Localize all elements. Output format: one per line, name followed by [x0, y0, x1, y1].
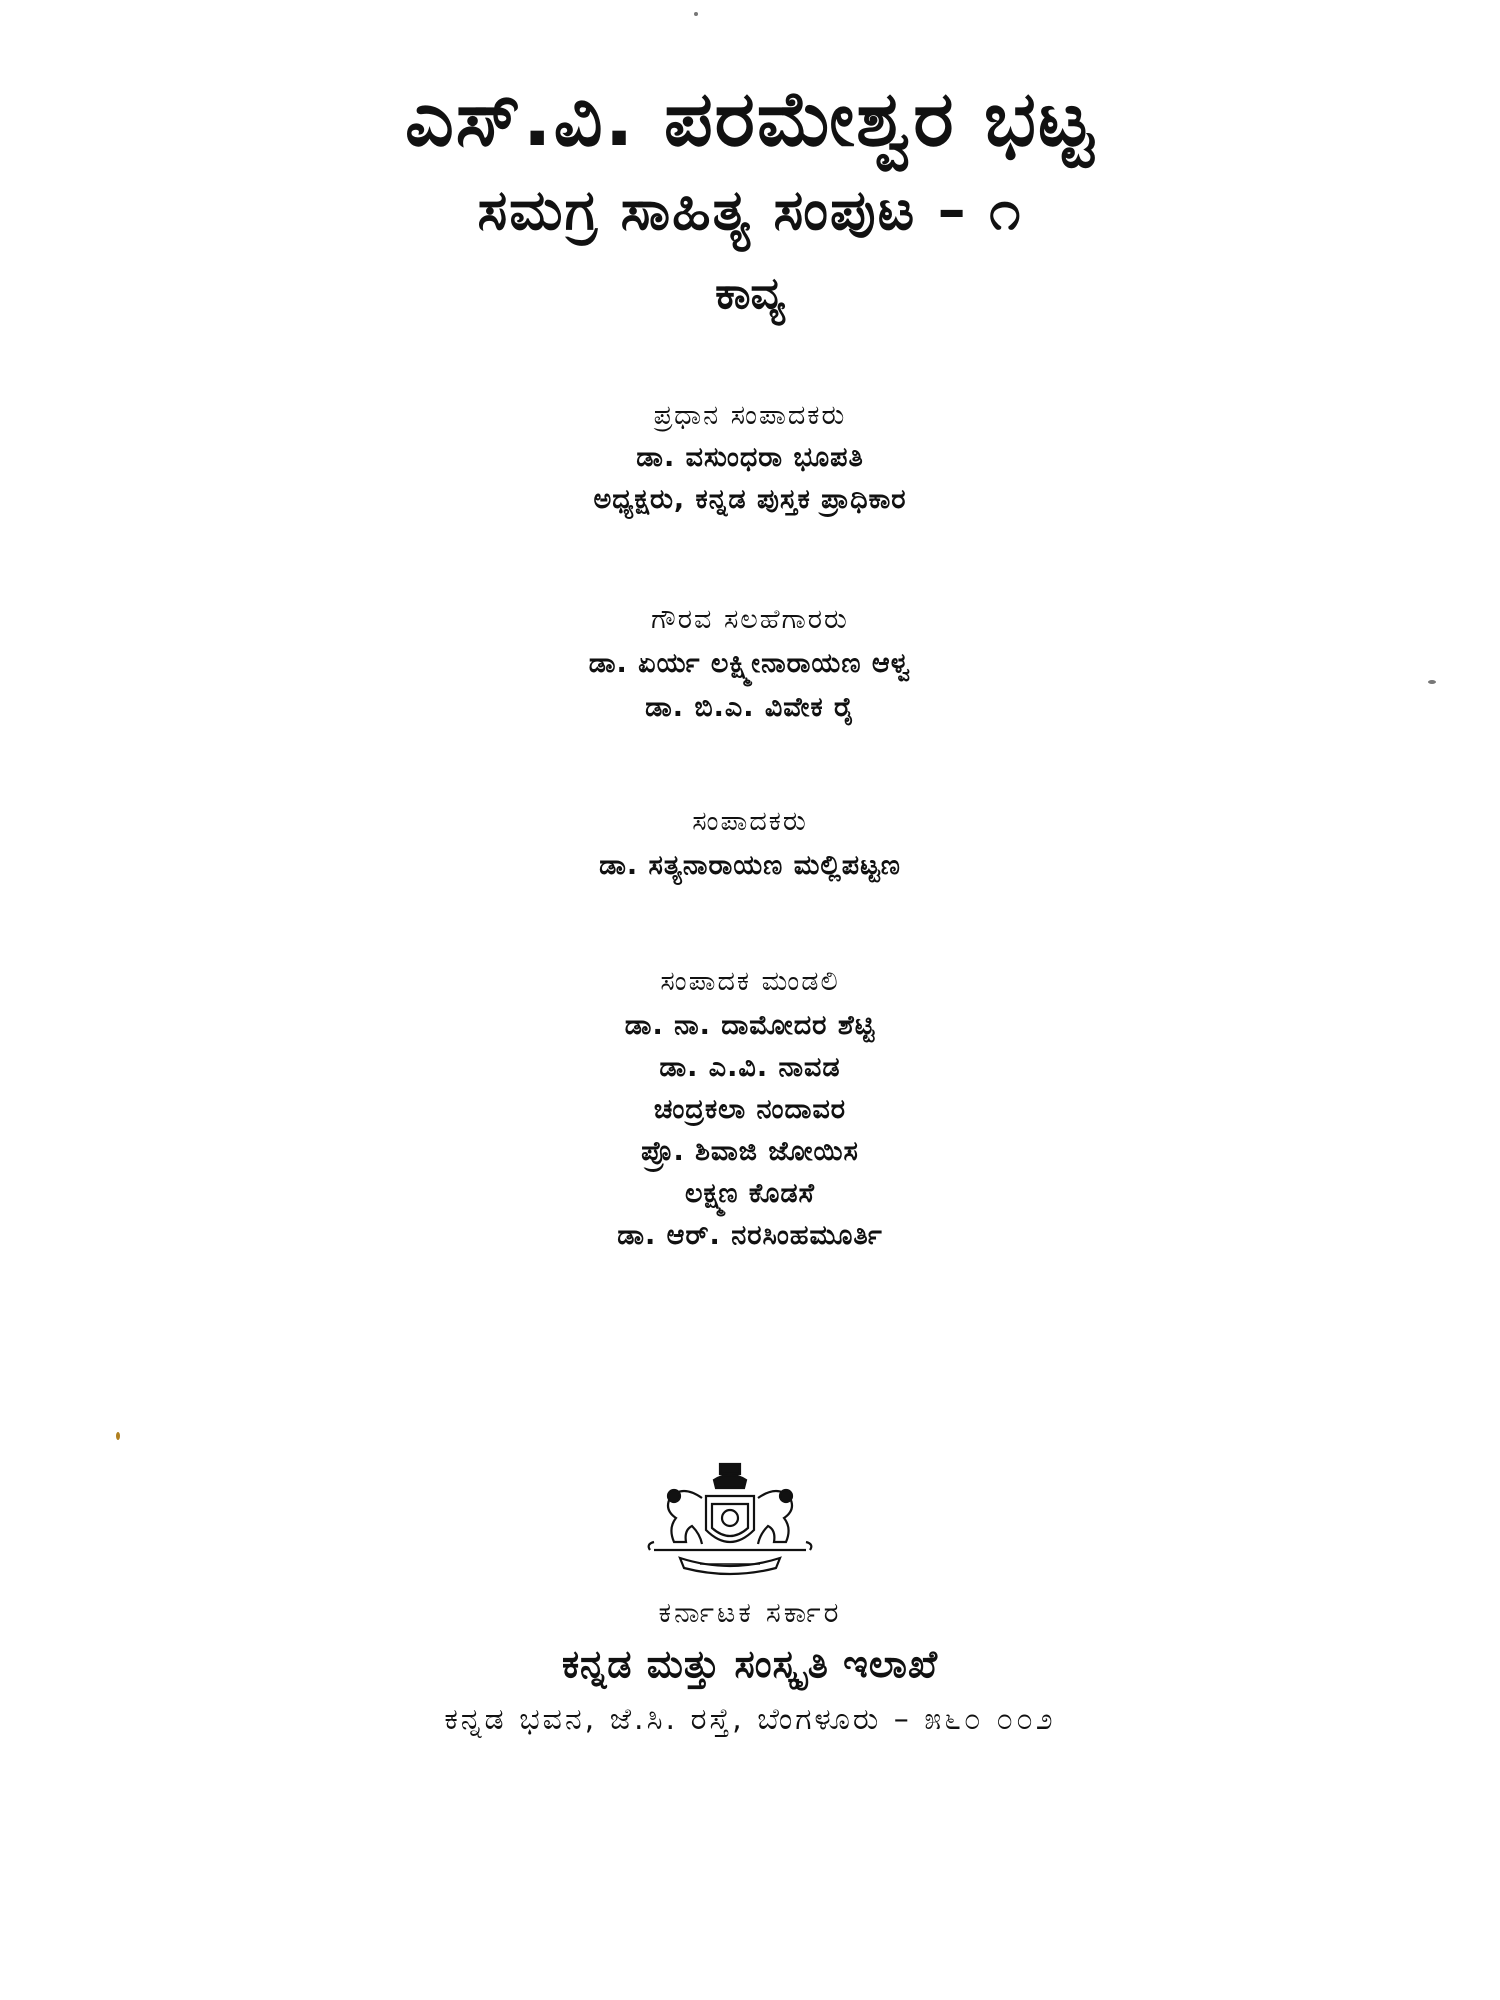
genre-title: ಕಾವ್ಯ — [715, 268, 785, 319]
volume-title: ಸಮಗ್ರ ಸಾಹಿತ್ಯ ಸಂಪುಟ – ೧ — [477, 178, 1023, 243]
board-member-name: ಚಂದ್ರಕಲಾ ನಂದಾವರ — [653, 1094, 847, 1125]
editor-name: ಡಾ. ಸತ್ಯನಾರಾಯಣ ಮಲ್ಲಿಪಟ್ಟಣ — [599, 850, 901, 881]
scan-speck — [1428, 680, 1436, 684]
scan-speck — [694, 12, 698, 16]
board-member-name: ಡಾ. ಎ.ವಿ. ನಾವಡ — [659, 1052, 841, 1083]
editor-role: ಸಂಪಾದಕರು — [692, 806, 808, 837]
board-member-name: ಪ್ರೊ. ಶಿವಾಜಿ ಜೋಯಿಸ — [641, 1136, 859, 1167]
board-member-name: ಲಕ್ಷ್ಮಣ ಕೊಡಸೆ — [685, 1178, 815, 1209]
advisors-role: ಗೌರವ ಸಲಹೆಗಾರರು — [651, 604, 849, 635]
board-member-name: ಡಾ. ಆರ್. ನರಸಿಂಹಮೂರ್ತಿ — [617, 1220, 883, 1251]
editorial-board-role: ಸಂಪಾದಕ ಮಂಡಲಿ — [660, 966, 840, 997]
government-name: ಕರ್ನಾಟಕ ಸರ್ಕಾರ — [658, 1596, 842, 1629]
book-author-title: ಎಸ್.ವಿ. ಪರಮೇಶ್ವರ ಭಟ್ಟ — [404, 74, 1096, 163]
publisher-address: ಕನ್ನಡ ಭವನ, ಜೆ.ಸಿ. ರಸ್ತೆ, ಬೆಂಗಳೂರು – ೫೬೦ ೦೦೨ — [444, 1702, 1056, 1737]
advisor-name: ಡಾ. ಬಿ.ಎ. ವಿವೇಕ ರೈ — [645, 692, 855, 723]
karnataka-state-emblem-icon — [640, 1458, 820, 1578]
advisor-name: ಡಾ. ಏರ್ಯ ಲಕ್ಷ್ಮೀನಾರಾಯಣ ಆಳ್ವ — [588, 648, 912, 679]
chief-editor-role: ಪ್ರಧಾನ ಸಂಪಾದಕರು — [653, 400, 847, 431]
chief-editor-designation: ಅಧ್ಯಕ್ಷರು, ಕನ್ನಡ ಪುಸ್ತಕ ಪ್ರಾಧಿಕಾರ — [593, 484, 907, 515]
scan-speck — [116, 1432, 120, 1440]
chief-editor-name: ಡಾ. ವಸುಂಧರಾ ಭೂಪತಿ — [636, 442, 864, 473]
board-member-name: ಡಾ. ನಾ. ದಾಮೋದರ ಶೆಟ್ಟಿ — [624, 1010, 876, 1041]
department-name: ಕನ್ನಡ ಮತ್ತು ಸಂಸ್ಕೃತಿ ಇಲಾಖೆ — [561, 1642, 939, 1686]
